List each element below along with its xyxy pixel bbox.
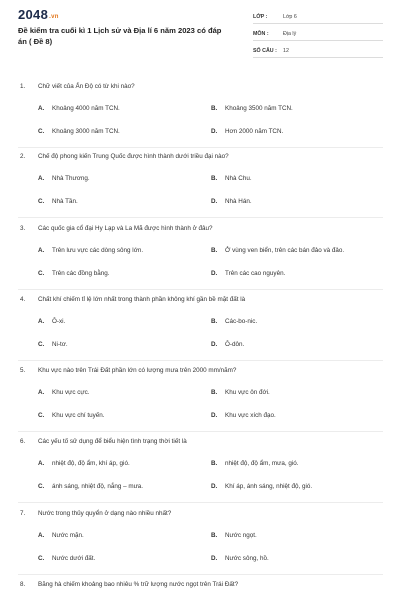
option-letter: C.	[38, 128, 45, 135]
option-text: Nhà Thương.	[52, 175, 90, 182]
option-letter: B.	[211, 318, 218, 325]
option-letter: D.	[211, 270, 218, 277]
option-letter: D.	[211, 555, 218, 562]
option-letter: A.	[38, 318, 45, 325]
option-letter: C.	[38, 341, 45, 348]
meta-label: MÔN :	[253, 30, 269, 37]
divider	[18, 217, 383, 218]
option-b[interactable]	[211, 532, 257, 539]
meta-row-class	[253, 10, 383, 24]
option-a[interactable]	[38, 175, 90, 182]
question-text: Các yếu tố sử dụng để biểu hiện tình trạng thời tiết là	[38, 438, 187, 445]
option-d[interactable]	[211, 128, 283, 135]
option-text: Khoảng 4000 năm TCN.	[52, 105, 120, 112]
option-text: Ni-tơ.	[52, 341, 68, 348]
option-d[interactable]	[211, 341, 244, 348]
option-letter: A.	[38, 460, 45, 467]
question-number: 4.	[20, 296, 26, 303]
option-text: Nước ngọt.	[225, 532, 257, 539]
option-text: Hơn 2000 năm TCN.	[225, 128, 284, 135]
option-letter: A.	[38, 532, 45, 539]
divider	[18, 147, 383, 148]
meta-value: 12	[283, 47, 289, 54]
option-letter: A.	[38, 175, 45, 182]
page-title: Đề kiểm tra cuối kì 1 Lịch sử và Địa lí 6 năm 2023 có đáp án ( Đề 8)	[18, 26, 222, 46]
question-number: 6.	[20, 438, 26, 445]
logo-text: 2048	[18, 7, 49, 22]
option-text: Nước dưới đất.	[52, 555, 96, 562]
question-text: Nước trong thủy quyển ở dạng nào nhiều nhất?	[38, 510, 172, 517]
option-letter: B.	[211, 175, 218, 182]
option-a[interactable]	[38, 105, 120, 112]
option-d[interactable]	[211, 270, 285, 277]
option-letter: C.	[38, 555, 45, 562]
option-c[interactable]	[38, 412, 105, 419]
option-text: Nước mặn.	[52, 532, 84, 539]
option-d[interactable]	[211, 412, 276, 419]
option-text: Khoảng 3000 năm TCN.	[52, 128, 120, 135]
option-c[interactable]	[38, 128, 120, 135]
option-letter: D.	[211, 483, 218, 490]
option-text: Trên các cao nguyên.	[225, 270, 286, 277]
option-text: Trên các đồng bằng.	[52, 270, 110, 277]
option-letter: C.	[38, 198, 45, 205]
meta-row-subject	[253, 27, 383, 41]
question-number: 2.	[20, 153, 26, 160]
option-text: Các-bo-nic.	[225, 318, 258, 325]
option-letter: B.	[211, 460, 218, 467]
option-text: Khoảng 3500 năm TCN.	[225, 105, 293, 112]
option-text: Ở vùng ven biển, trên các bán đảo và đảo.	[225, 247, 345, 254]
option-letter: D.	[211, 341, 218, 348]
option-text: Khí áp, ánh sáng, nhiệt độ, gió.	[225, 483, 313, 490]
option-b[interactable]	[211, 247, 344, 254]
option-b[interactable]	[211, 318, 257, 325]
question-text: Băng hà chiếm khoảng bao nhiêu % trữ lượng nước ngọt trên Trái Đất?	[38, 581, 239, 588]
option-d[interactable]	[211, 198, 252, 205]
page-header	[0, 0, 400, 62]
option-c[interactable]	[38, 270, 110, 277]
divider	[18, 360, 383, 361]
option-text: Khu vực ôn đới.	[225, 389, 270, 396]
logo-suffix: .vn	[49, 14, 59, 20]
option-b[interactable]	[211, 175, 252, 182]
divider	[18, 574, 383, 575]
option-c[interactable]	[38, 555, 95, 562]
option-text: Ô-dôn.	[225, 341, 245, 348]
meta-info	[253, 10, 383, 61]
option-d[interactable]	[211, 483, 312, 490]
option-a[interactable]	[38, 247, 143, 254]
question-text: Chế độ phong kiến Trung Quốc được hình thành dưới triều đại nào?	[38, 153, 229, 160]
question-text: Các quốc gia cổ đại Hy Lạp và La Mã được hình thành ở đâu?	[38, 225, 213, 232]
question-number: 8.	[20, 581, 26, 588]
option-text: Khu vực cực.	[52, 389, 90, 396]
option-letter: D.	[211, 128, 218, 135]
option-letter: B.	[211, 105, 218, 112]
question-text: Chất khí chiếm tỉ lệ lớn nhất trong thành phần không khí gần bề mặt đất là	[38, 296, 246, 303]
option-letter: A.	[38, 105, 45, 112]
question-number: 5.	[20, 367, 26, 374]
option-text: Trên lưu vực các dòng sông lớn.	[52, 247, 144, 254]
option-letter: C.	[38, 270, 45, 277]
option-a[interactable]	[38, 389, 89, 396]
option-letter: C.	[38, 412, 45, 419]
meta-row-count	[253, 44, 383, 58]
option-a[interactable]	[38, 460, 130, 467]
option-letter: D.	[211, 198, 218, 205]
question-text: Khu vực nào trên Trái Đất phần lớn có lượng mưa trên 2000 mm/năm?	[38, 367, 237, 374]
meta-value: Lớp 6	[283, 13, 297, 20]
option-c[interactable]	[38, 341, 68, 348]
option-text: Ô-xi.	[52, 318, 66, 325]
option-d[interactable]	[211, 555, 269, 562]
option-letter: A.	[38, 389, 45, 396]
site-logo[interactable]	[18, 7, 59, 22]
meta-value: Địa lý	[283, 30, 297, 37]
question-text: Chữ viết của Ấn Độ có từ khi nào?	[38, 83, 135, 90]
option-letter: C.	[38, 483, 45, 490]
option-letter: D.	[211, 412, 218, 419]
option-text: Nhà Hán.	[225, 198, 252, 205]
option-text: Nhà Chu.	[225, 175, 252, 182]
option-text: Khu vực xích đạo.	[225, 412, 276, 419]
option-b[interactable]	[211, 105, 293, 112]
meta-label: LỚP :	[253, 13, 268, 20]
option-c[interactable]	[38, 198, 78, 205]
divider	[18, 431, 383, 432]
option-a[interactable]	[38, 532, 84, 539]
option-text: nhiệt độ, độ ẩm, khí áp, gió.	[52, 460, 130, 467]
option-b[interactable]	[211, 460, 299, 467]
option-letter: B.	[211, 247, 218, 254]
question-number: 1.	[20, 83, 26, 90]
divider	[18, 502, 383, 503]
option-text: Nhà Tần.	[52, 198, 78, 205]
option-a[interactable]	[38, 318, 65, 325]
option-c[interactable]	[38, 483, 143, 490]
option-letter: A.	[38, 247, 45, 254]
meta-label: SỐ CÂU :	[253, 47, 277, 54]
option-text: Nước sông, hồ.	[225, 555, 269, 562]
option-letter: B.	[211, 389, 218, 396]
option-text: nhiệt độ, độ ẩm, mưa, gió.	[225, 460, 299, 467]
option-text: ánh sáng, nhiệt độ, nắng – mưa.	[52, 483, 144, 490]
divider	[18, 289, 383, 290]
option-letter: B.	[211, 532, 218, 539]
option-b[interactable]	[211, 389, 270, 396]
question-number: 3.	[20, 225, 26, 232]
option-text: Khu vực chí tuyến.	[52, 412, 105, 419]
question-number: 7.	[20, 510, 26, 517]
